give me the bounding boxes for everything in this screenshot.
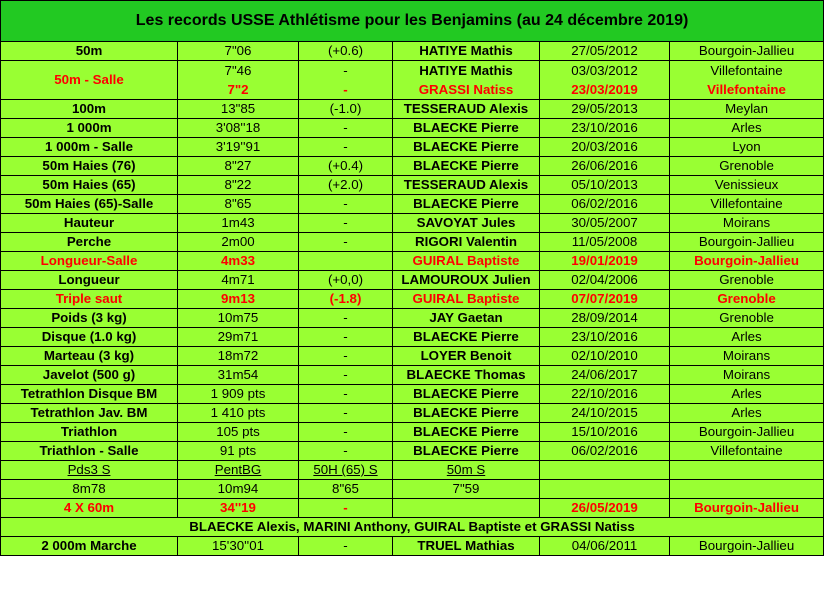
title-row (1, 1, 824, 42)
record-event: Marteau (3 kg) (1, 347, 178, 366)
record-wind: - (299, 233, 393, 252)
record-perf: 105 pts (178, 423, 299, 442)
pentathlon-empty (540, 480, 670, 499)
record-athlete: TRUEL Mathias (393, 537, 540, 556)
record-athlete: TESSERAUD Alexis (393, 176, 540, 195)
record-wind: (-1.8) (299, 290, 393, 309)
record-athlete: BLAECKE Pierre (393, 328, 540, 347)
record-wind-line: - (343, 82, 348, 97)
record-wind: - (299, 347, 393, 366)
record-date: 15/10/2016 (540, 423, 670, 442)
record-event: Tetrathlon Disque BM (1, 385, 178, 404)
record-athlete: BLAECKE Pierre (393, 119, 540, 138)
record-athlete: BLAECKE Pierre (393, 385, 540, 404)
record-event: Longueur (1, 271, 178, 290)
record-date: 19/01/2019 (540, 252, 670, 271)
record-perf: 8"22 (178, 176, 299, 195)
record-place: Arles (670, 328, 824, 347)
record-perf: 1 410 pts (178, 404, 299, 423)
record-wind: - (299, 214, 393, 233)
record-event: Hauteur (1, 214, 178, 233)
record-row (1, 442, 824, 461)
record-place: Villefontaine (670, 195, 824, 214)
record-date: 23/10/2016 (540, 328, 670, 347)
record-perf: 9m13 (178, 290, 299, 309)
record-athlete: GUIRAL Baptiste (393, 252, 540, 271)
record-wind: - (299, 195, 393, 214)
record-event: 2 000m Marche (1, 537, 178, 556)
record-place-line: Villefontaine (707, 82, 786, 97)
record-date: 27/05/2012 (540, 42, 670, 61)
record-event: Longueur-Salle (1, 252, 178, 271)
pentathlon-header-label: Pds3 S (67, 462, 111, 477)
record-row (1, 347, 824, 366)
record-row (1, 195, 824, 214)
record-perf: 8"27 (178, 157, 299, 176)
record-athlete-line: HATIYE Mathis (419, 63, 513, 78)
record-row (1, 271, 824, 290)
record-athlete: BLAECKE Pierre (393, 157, 540, 176)
record-athlete: BLAECKE Pierre (393, 404, 540, 423)
record-date: 04/06/2011 (540, 537, 670, 556)
record-athlete: JAY Gaetan (393, 309, 540, 328)
record-athlete: HATIYE Mathis (393, 42, 540, 61)
record-place: Grenoble (670, 290, 824, 309)
record-event: Poids (3 kg) (1, 309, 178, 328)
record-row (1, 42, 824, 61)
relay-athlete (393, 499, 540, 518)
record-date: 24/06/2017 (540, 366, 670, 385)
record-athlete: LAMOUROUX Julien (393, 271, 540, 290)
record-place: Villefontaine (670, 442, 824, 461)
record-place: Meylan (670, 100, 824, 119)
record-row (1, 309, 824, 328)
record-wind: (+0.4) (299, 157, 393, 176)
record-athlete (393, 61, 540, 100)
record-athlete-line: GRASSI Natiss (418, 82, 514, 97)
pentathlon-empty (540, 461, 670, 480)
record-perf: 18m72 (178, 347, 299, 366)
record-athlete: TESSERAUD Alexis (393, 100, 540, 119)
record-perf-line: 7"2 (227, 82, 249, 97)
record-event: 100m (1, 100, 178, 119)
pentathlon-header-label: PentBG (214, 462, 262, 477)
record-row (1, 100, 824, 119)
record-wind: (+0.6) (299, 42, 393, 61)
record-athlete: LOYER Benoit (393, 347, 540, 366)
record-event: Perche (1, 233, 178, 252)
record-row (1, 157, 824, 176)
record-date: 24/10/2015 (540, 404, 670, 423)
record-date: 28/09/2014 (540, 309, 670, 328)
record-row (1, 537, 824, 556)
record-date-line: 03/03/2012 (571, 63, 638, 78)
pentathlon-value: 8"65 (299, 480, 393, 499)
record-event: 50m Haies (65) (1, 176, 178, 195)
record-place: Arles (670, 119, 824, 138)
record-place: Moirans (670, 214, 824, 233)
record-athlete: GUIRAL Baptiste (393, 290, 540, 309)
record-place-line: Villefontaine (710, 63, 783, 78)
record-event: 1 000m (1, 119, 178, 138)
pentathlon-header (299, 461, 393, 480)
record-wind (299, 252, 393, 271)
record-wind-line: - (343, 63, 348, 78)
record-row (1, 252, 824, 271)
record-perf: 31m54 (178, 366, 299, 385)
record-place: Bourgoin-Jallieu (670, 537, 824, 556)
record-perf: 4m71 (178, 271, 299, 290)
record-perf: 13"85 (178, 100, 299, 119)
record-date (540, 61, 670, 100)
record-perf (178, 61, 299, 100)
record-date: 30/05/2007 (540, 214, 670, 233)
pentathlon-header-label: 50m S (446, 462, 486, 477)
pentathlon-value: 8m78 (1, 480, 178, 499)
record-date: 06/02/2016 (540, 195, 670, 214)
record-wind: (+2.0) (299, 176, 393, 195)
record-wind: - (299, 366, 393, 385)
pentathlon-value: 10m94 (178, 480, 299, 499)
record-place: Grenoble (670, 271, 824, 290)
pentathlon-header-row (1, 461, 824, 480)
record-row (1, 214, 824, 233)
record-perf: 91 pts (178, 442, 299, 461)
record-wind (299, 61, 393, 100)
record-date: 02/10/2010 (540, 347, 670, 366)
relay-athletes-row (1, 518, 824, 537)
record-wind: - (299, 404, 393, 423)
record-event: 50m Haies (65)-Salle (1, 195, 178, 214)
record-date: 05/10/2013 (540, 176, 670, 195)
record-row (1, 290, 824, 309)
record-date: 29/05/2013 (540, 100, 670, 119)
record-place: Bourgoin-Jallieu (670, 233, 824, 252)
record-athlete: SAVOYAT Jules (393, 214, 540, 233)
record-event: Tetrathlon Jav. BM (1, 404, 178, 423)
record-date: 07/07/2019 (540, 290, 670, 309)
record-perf: 3'19''91 (178, 138, 299, 157)
record-wind: - (299, 442, 393, 461)
record-date: 20/03/2016 (540, 138, 670, 157)
relay-date: 26/05/2019 (540, 499, 670, 518)
record-place: Venissieux (670, 176, 824, 195)
record-wind: (-1.0) (299, 100, 393, 119)
pentathlon-header (1, 461, 178, 480)
record-event: 50m - Salle (1, 61, 178, 100)
record-wind: - (299, 423, 393, 442)
record-date: 26/06/2016 (540, 157, 670, 176)
record-place: Moirans (670, 366, 824, 385)
relay-event: 4 X 60m (1, 499, 178, 518)
pentathlon-empty (670, 461, 824, 480)
record-perf: 1m43 (178, 214, 299, 233)
page-title: Les records USSE Athlétisme pour les Benjamins (au 24 décembre 2019) (1, 1, 824, 42)
record-row (1, 404, 824, 423)
record-event: 50m (1, 42, 178, 61)
record-athlete: BLAECKE Pierre (393, 195, 540, 214)
record-event: Triple saut (1, 290, 178, 309)
record-event: Javelot (500 g) (1, 366, 178, 385)
relay-perf: 34''19 (178, 499, 299, 518)
record-row (1, 423, 824, 442)
record-athlete: RIGORI Valentin (393, 233, 540, 252)
pentathlon-header-label: 50H (65) S (313, 462, 378, 477)
relay-row (1, 499, 824, 518)
record-place: Bourgoin-Jallieu (670, 42, 824, 61)
record-row (1, 119, 824, 138)
record-event: 50m Haies (76) (1, 157, 178, 176)
record-wind: - (299, 328, 393, 347)
record-perf: 1 909 pts (178, 385, 299, 404)
record-date: 02/04/2006 (540, 271, 670, 290)
pentathlon-value: 7"59 (393, 480, 540, 499)
record-row (1, 233, 824, 252)
record-athlete: BLAECKE Pierre (393, 423, 540, 442)
record-event: Triathlon (1, 423, 178, 442)
record-wind: - (299, 138, 393, 157)
record-place: Grenoble (670, 309, 824, 328)
record-perf: 15'30''01 (178, 537, 299, 556)
record-athlete: BLAECKE Thomas (393, 366, 540, 385)
pentathlon-header (393, 461, 540, 480)
record-perf-line: 7"46 (224, 63, 252, 78)
record-event: 1 000m - Salle (1, 138, 178, 157)
record-date: 11/05/2008 (540, 233, 670, 252)
record-row (1, 385, 824, 404)
record-row (1, 366, 824, 385)
pentathlon-empty (670, 480, 824, 499)
record-perf: 2m00 (178, 233, 299, 252)
record-place: Moirans (670, 347, 824, 366)
pentathlon-header (178, 461, 299, 480)
record-wind: - (299, 537, 393, 556)
record-perf: 4m33 (178, 252, 299, 271)
record-perf: 10m75 (178, 309, 299, 328)
record-event: Triathlon - Salle (1, 442, 178, 461)
record-place: Lyon (670, 138, 824, 157)
record-place: Bourgoin-Jallieu (670, 252, 824, 271)
record-place: Grenoble (670, 157, 824, 176)
relay-wind: - (299, 499, 393, 518)
record-row (1, 61, 824, 100)
record-perf: 29m71 (178, 328, 299, 347)
record-date: 23/10/2016 (540, 119, 670, 138)
record-place (670, 61, 824, 100)
record-wind: - (299, 385, 393, 404)
record-athlete: BLAECKE Pierre (393, 442, 540, 461)
record-place: Arles (670, 404, 824, 423)
relay-athletes: BLAECKE Alexis, MARINI Anthony, GUIRAL Baptiste et GRASSI Natiss (1, 518, 824, 537)
record-row (1, 176, 824, 195)
record-event: Disque (1.0 kg) (1, 328, 178, 347)
record-place: Bourgoin-Jallieu (670, 423, 824, 442)
record-wind: - (299, 119, 393, 138)
record-perf: 8"65 (178, 195, 299, 214)
record-date: 06/02/2016 (540, 442, 670, 461)
record-date-line: 23/03/2019 (571, 82, 638, 97)
record-perf: 7"06 (178, 42, 299, 61)
record-place: Arles (670, 385, 824, 404)
record-athlete: BLAECKE Pierre (393, 138, 540, 157)
record-wind: (+0,0) (299, 271, 393, 290)
record-wind: - (299, 309, 393, 328)
relay-place: Bourgoin-Jallieu (670, 499, 824, 518)
record-perf: 3'08''18 (178, 119, 299, 138)
record-row (1, 138, 824, 157)
record-date: 22/10/2016 (540, 385, 670, 404)
pentathlon-value-row (1, 480, 824, 499)
record-row (1, 328, 824, 347)
